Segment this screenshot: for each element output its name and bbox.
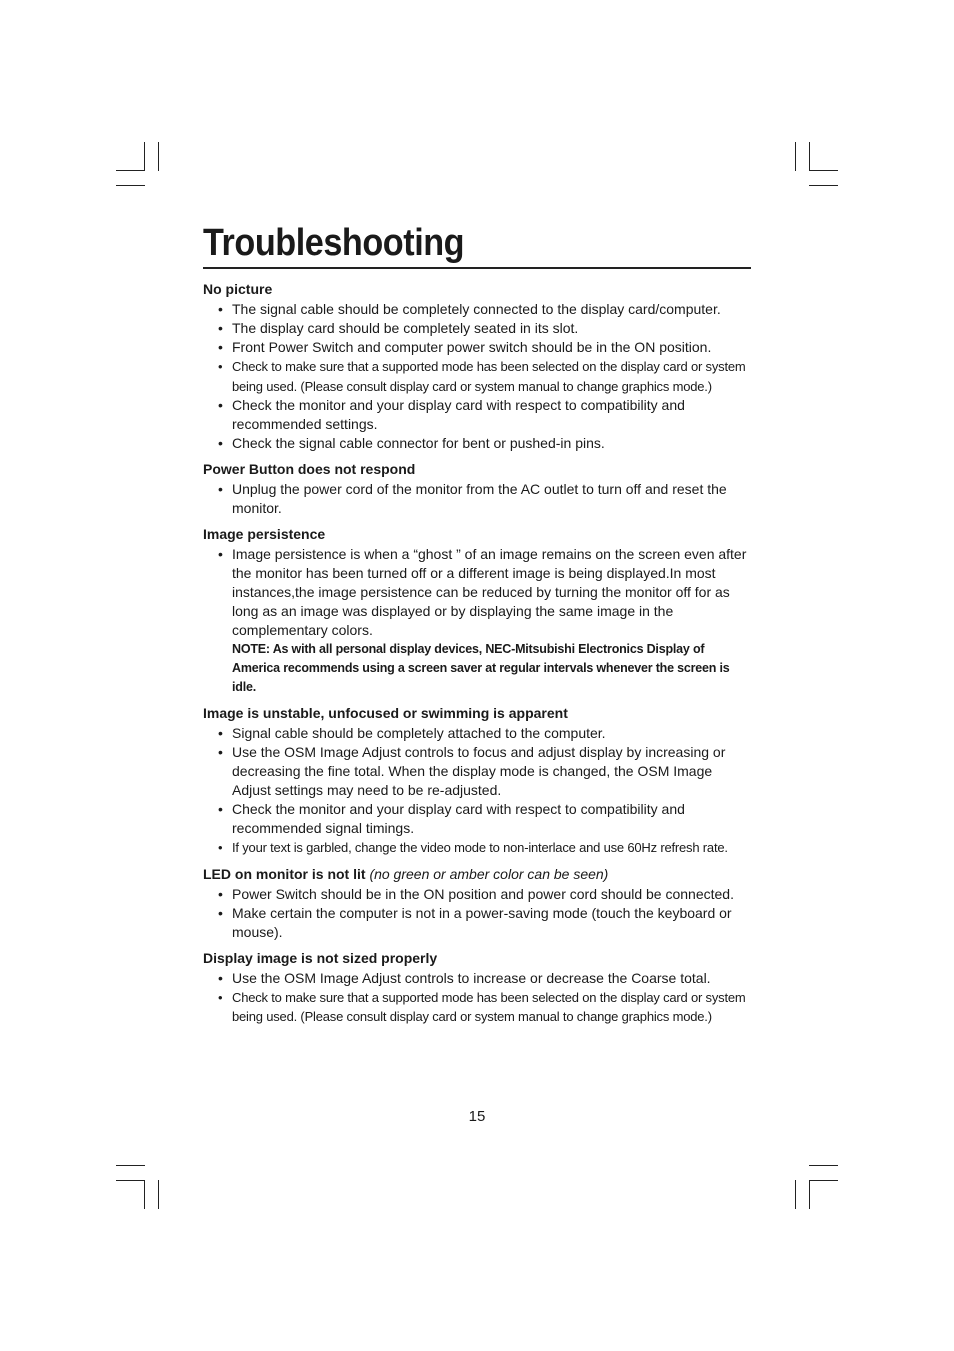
- list-item: • Use the OSM Image Adjust controls to increase or decrease the Coarse total.: [232, 969, 753, 988]
- list-item: • Check the monitor and your display card with respect to compatibility and recommended settings.: [232, 396, 753, 434]
- section-led-not-lit: [203, 864, 753, 942]
- crop-mark-bottom-left-horizontal-upper: [116, 1165, 145, 1166]
- crop-mark-top-left-vertical-inner: [158, 142, 159, 171]
- section-no-picture: [203, 279, 753, 453]
- crop-mark-top-right-vertical-inner: [795, 142, 796, 171]
- section-heading: No picture: [203, 281, 273, 297]
- crop-mark-bottom-right-vertical-outer: [809, 1180, 810, 1209]
- crop-mark-top-left-vertical-outer: [144, 142, 145, 171]
- list-item: • Power Switch should be in the ON position and power cord should be connected.: [232, 885, 753, 904]
- section-image-unstable: [203, 703, 753, 858]
- section-heading: Power Button does not respond: [203, 461, 416, 477]
- list-item: • Front Power Switch and computer power switch should be in the ON position.: [232, 338, 753, 357]
- bullet-list: [203, 724, 753, 858]
- bullet-list: [203, 480, 753, 518]
- title-rule: [203, 267, 751, 269]
- section-heading: Image persistence: [203, 526, 326, 542]
- bullet-list: [203, 969, 753, 1027]
- crop-mark-bottom-left-vertical-inner: [158, 1180, 159, 1209]
- note-text: NOTE: As with all personal display devices, NEC-Mitsubishi Electronics Display of America recommends using a screen saver at regular intervals whenever the screen is idle.: [232, 642, 730, 694]
- list-item: • Check to make sure that a supported mode has been selected on the display card or system being used. (Please consult display card or system manual to change graphics mode.): [232, 357, 753, 396]
- list-item: • If your text is garbled, change the video mode to non-interlace and use 60Hz refresh rate.: [232, 838, 753, 858]
- list-item: • Check the monitor and your display card with respect to compatibility and recommended signal timings.: [232, 800, 753, 838]
- list-item: • Image persistence is when a “ghost ” of an image remains on the screen even after the monitor has been turned off or a different image is being displayed.In most instances,the image persistence can be reduced by turning the monitor off for as long as an image was displayed or by displaying the same image in the complementary colors.: [232, 545, 753, 640]
- section-heading-text: LED on monitor is not lit: [203, 865, 366, 882]
- section-heading: [203, 864, 753, 885]
- bullet-list: [203, 545, 753, 640]
- section-image-persistence: [203, 524, 753, 697]
- bullet-list: [203, 300, 753, 453]
- troubleshooting-content: [203, 279, 753, 1033]
- list-item: • Check to make sure that a supported mode has been selected on the display card or system being used. (Please consult display card or system manual to change graphics mode.): [232, 988, 753, 1027]
- crop-mark-top-left-horizontal-lower: [116, 185, 145, 186]
- page-title: Troubleshooting: [203, 222, 465, 264]
- list-item: • Unplug the power cord of the monitor from the AC outlet to turn off and reset the monitor.: [232, 480, 753, 518]
- list-item: • The signal cable should be completely connected to the display card/computer.: [232, 300, 753, 319]
- list-item: • Check the signal cable connector for bent or pushed-in pins.: [232, 434, 753, 453]
- note-block: [203, 640, 753, 697]
- list-item: • Use the OSM Image Adjust controls to focus and adjust display by increasing or decreasing the fine total. When the display mode is changed, the OSM Image Adjust settings may need to be re-adjusted.: [232, 743, 753, 800]
- section-heading-note: (no green or amber color can be seen): [369, 865, 609, 882]
- crop-mark-bottom-right-horizontal: [809, 1180, 838, 1181]
- crop-mark-bottom-left-vertical-outer: [144, 1180, 145, 1209]
- list-item: • Signal cable should be completely attached to the computer.: [232, 724, 753, 743]
- crop-mark-top-right-horizontal-lower: [809, 185, 838, 186]
- list-item: • The display card should be completely seated in its slot.: [232, 319, 753, 338]
- page-number: 15: [468, 1108, 486, 1125]
- section-heading: Display image is not sized properly: [203, 949, 438, 966]
- crop-mark-top-right-horizontal: [809, 170, 838, 171]
- crop-mark-bottom-left-horizontal: [116, 1180, 145, 1181]
- section-image-not-sized: [203, 948, 753, 1027]
- crop-mark-bottom-right-horizontal-upper: [809, 1165, 838, 1166]
- crop-mark-top-left-horizontal: [116, 170, 145, 171]
- section-heading: Image is unstable, unfocused or swimming is apparent: [203, 705, 568, 721]
- list-item: • Make certain the computer is not in a power-saving mode (touch the keyboard or mouse).: [232, 904, 753, 942]
- crop-mark-top-right-vertical-outer: [809, 142, 810, 171]
- section-power-button: [203, 459, 753, 518]
- bullet-list: [203, 885, 753, 942]
- crop-mark-bottom-right-vertical-inner: [795, 1180, 796, 1209]
